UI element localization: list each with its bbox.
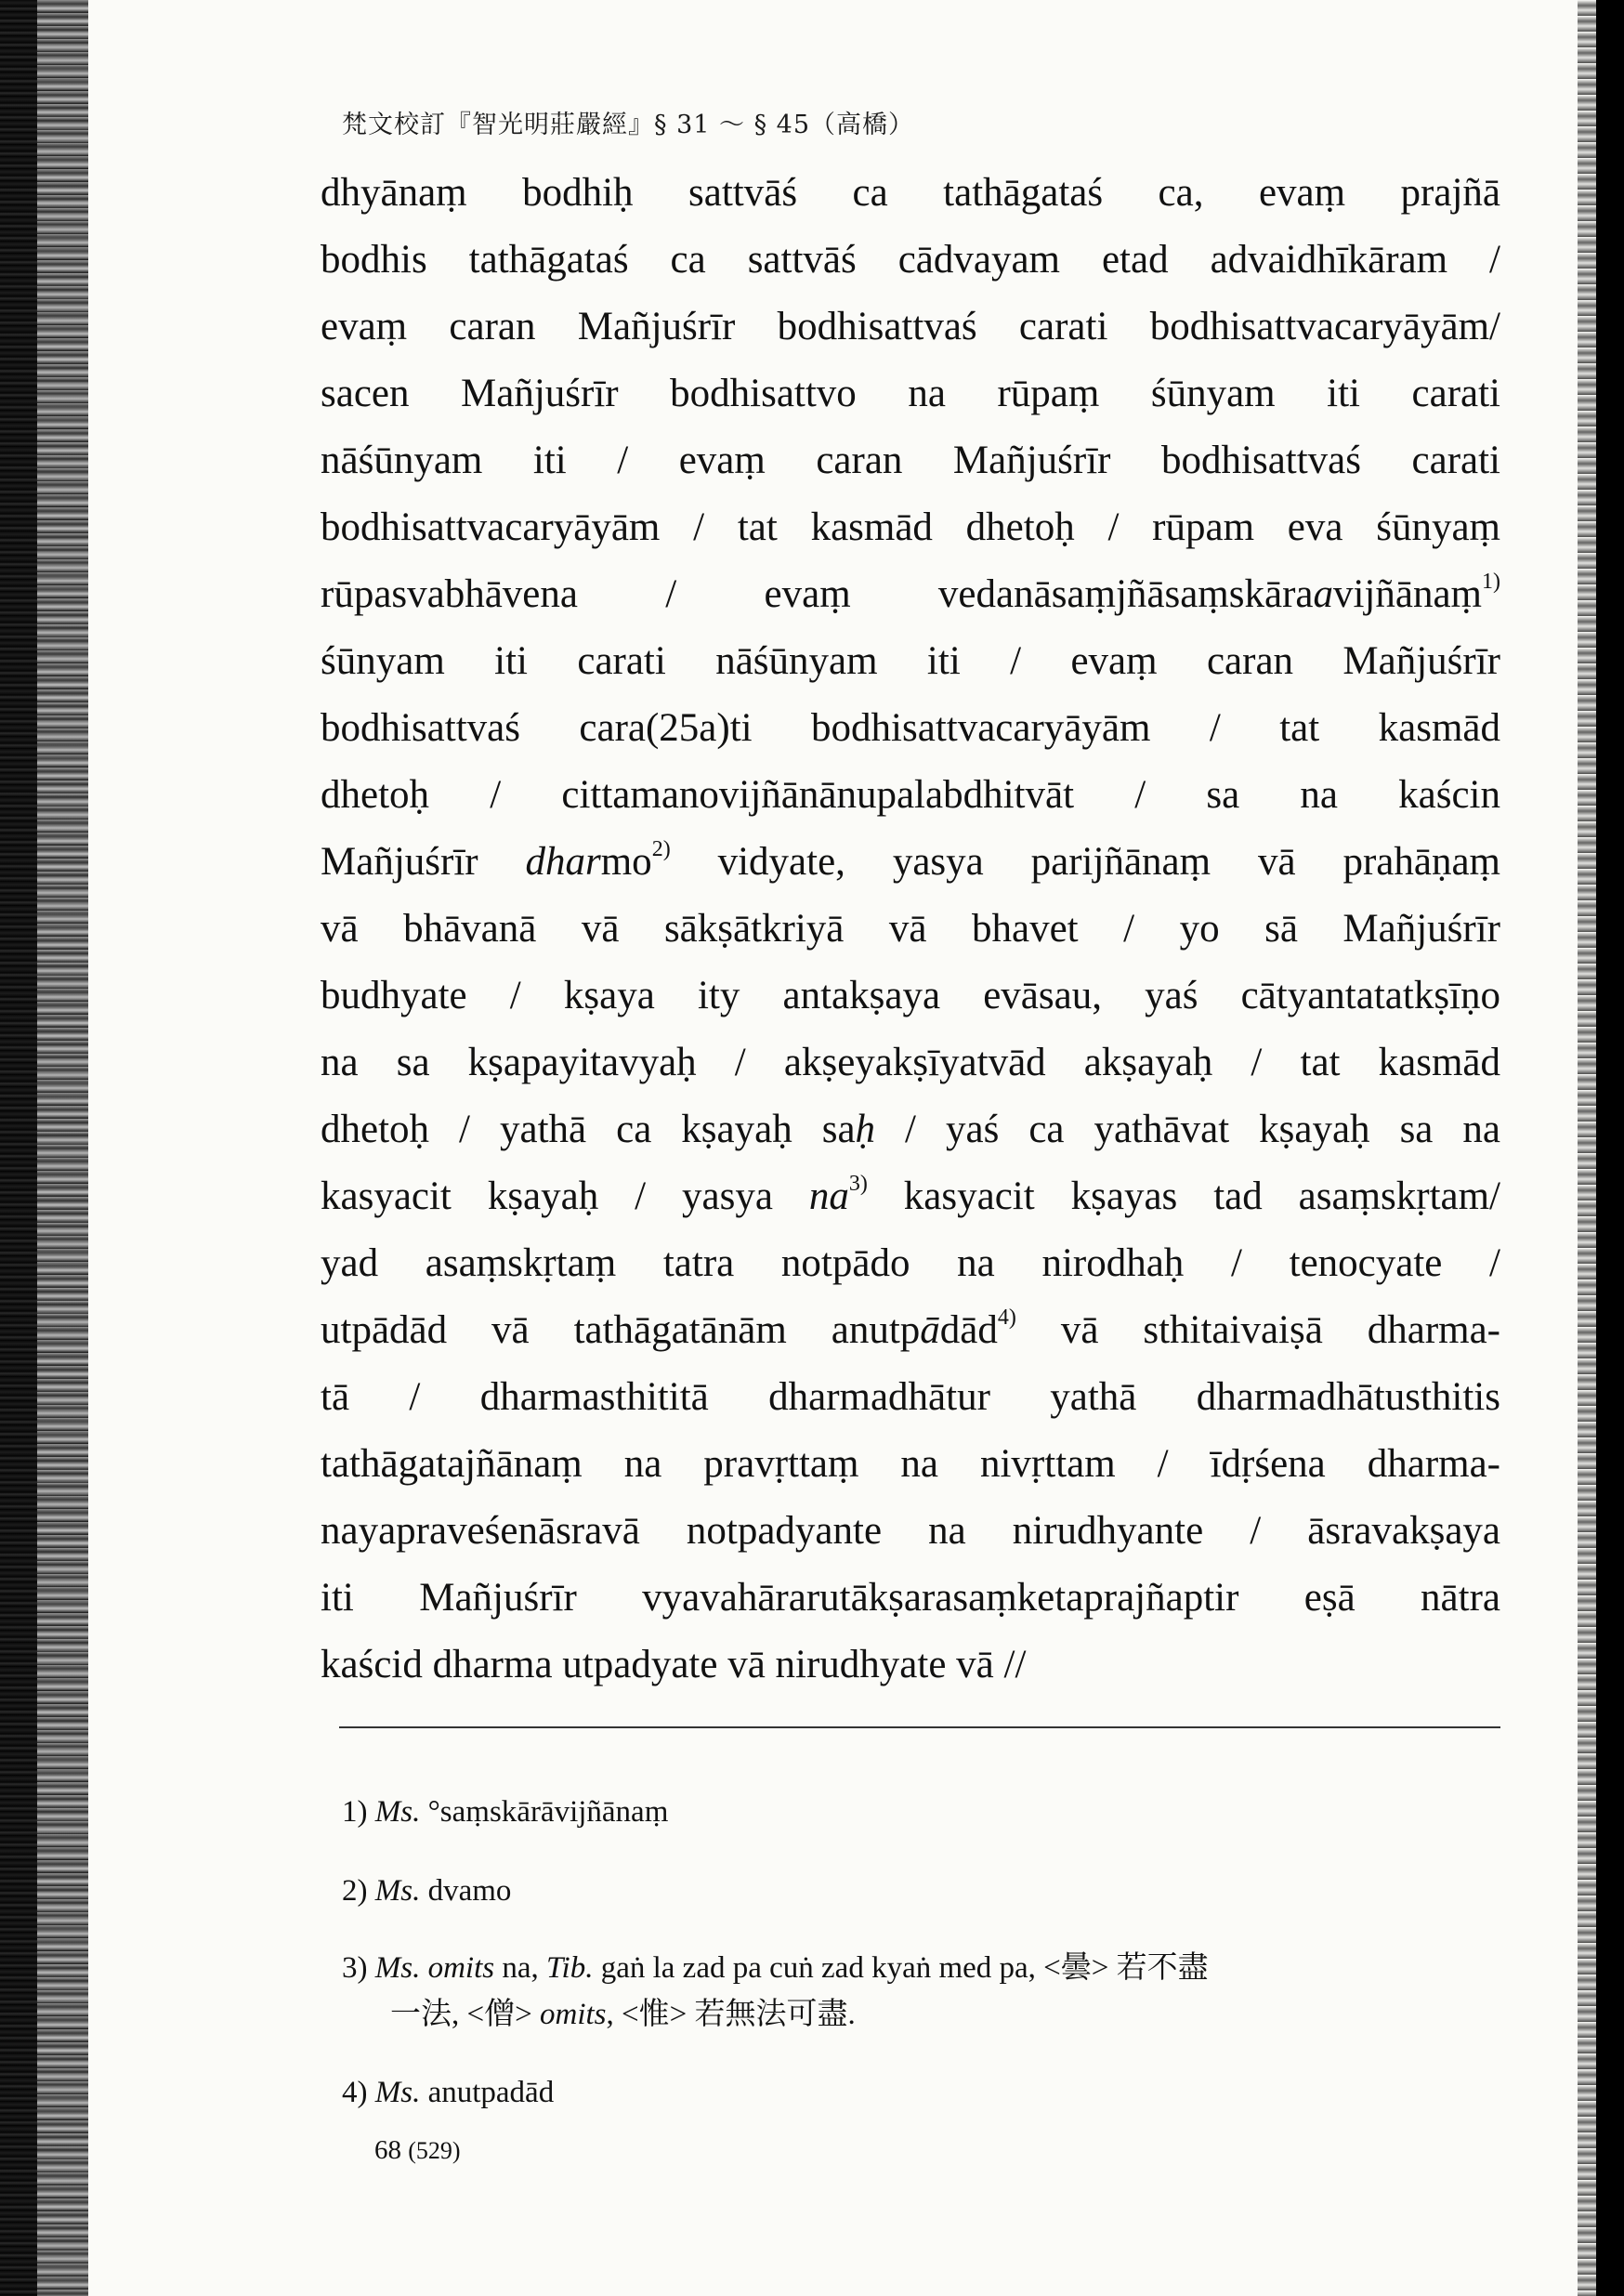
text-line: kasyacit kṣayaḥ / yasya $na^{3)}$ kasyacit kṣayas tad asaṃskṛtam/ (321, 1172, 1500, 1218)
text-line: bodhisattvacaryāyām / tat kasmād dhetoḥ / rūpam eva śūnyaṃ (321, 505, 1500, 549)
text-line: budhyate / kṣaya ity antakṣaya evāsau, yaś cātyantatatkṣīṇo (321, 974, 1500, 1017)
text-line: vā bhāvanā vā sākṣātkriyā vā bhavet / yo sā Mañjuśrīr (321, 907, 1500, 951)
scan-left-edge (0, 0, 88, 2296)
footnote-ref: 2) (651, 837, 671, 861)
footnote-ref: 4) (997, 1305, 1016, 1330)
text-line: evaṃ caran Mañjuśrīr bodhisattvaś carati bodhisattvacaryāyām/ (321, 305, 1500, 348)
text-line: sacen Mañjuśrīr bodhisattvo na rūpaṃ śūnyam iti carati (321, 372, 1500, 415)
text-line: dhetoḥ / yathā ca kṣayaḥ saḥ / yaś ca yathāvat kṣayaḥ sa na (321, 1108, 1500, 1151)
text-line: dhyānaṃ bodhiḥ sattvāś ca tathāgataś ca, evaṃ prajñā (321, 171, 1500, 215)
text-line: tā / dharmasthititā dharmadhātur yathā dharmadhātusthitis (321, 1375, 1500, 1419)
footnote-1: 1) Ms. °saṃskārāvijñānaṃ (342, 1795, 669, 1829)
text-line: utpādād vā tathāgatānām anutpādād$^{4)}$ vā sthitaivaiṣā dharma- (321, 1305, 1500, 1352)
text-line: iti Mañjuśrīr vyavahārarutākṣarasaṃketaprajñaptir eṣā nātra (321, 1576, 1500, 1620)
text-line: nāśūnyam iti / evaṃ caran Mañjuśrīr bodhisattvaś carati (321, 439, 1500, 482)
main-text (321, 160, 1500, 1699)
text-line: Mañjuśrīr dharmo$^{2)}$ vidyate, yasya parijñānaṃ vā prahāṇaṃ (321, 837, 1500, 884)
text-line: bodhisattvaś cara(25a)ti bodhisattvacaryāyām / tat kasmād (321, 706, 1500, 750)
text-line: rūpasvabhāvena / evaṃ vedanāsaṃjñāsaṃskāraavijñānaṃ$^{1)}$ (321, 570, 1500, 616)
text-line: śūnyam iti carati nāśūnyam iti / evaṃ caran Mañjuśrīr (321, 639, 1500, 683)
footnote-2: 2) Ms. dvamo (342, 1874, 512, 1908)
running-header: 梵文校訂『智光明莊嚴經』§ 31 ～ § 45（高橋） (342, 111, 915, 139)
footnote-ref: 1) (1482, 570, 1500, 594)
footnote-4: 4) Ms. anutpadād (342, 2076, 555, 2109)
scan-right-edge (1596, 0, 1624, 2296)
text-line: dhetoḥ / cittamanovijñānānupalabdhitvāt / sa na kaścin (321, 773, 1500, 817)
text-line: nayapraveśenāsravā notpadyante na nirudhyante / āsravakṣaya (321, 1509, 1500, 1553)
text-line: bodhis tathāgataś ca sattvāś cādvayam etad advaidhīkāram / (321, 238, 1500, 282)
text-line: yad asaṃskṛtaṃ tatra notpādo na nirodhaḥ / tenocyate / (321, 1241, 1500, 1285)
footnote-ref: 3) (848, 1172, 868, 1196)
text-line: na sa kṣapayitavyaḥ / akṣeyakṣīyatvād akṣayaḥ / tat kasmād (321, 1041, 1500, 1084)
text-line: kaścid dharma utpadyate vā nirudhyate vā // (321, 1643, 1027, 1686)
footnote-3: 3) Ms. omits na, Tib. gaṅ la zad pa cuṅ zad kyaṅ med pa, <曇> 若不盡 一法, <僧> omits, <惟> 若無法可盡. (342, 1951, 1209, 2031)
page-number: 68 (529) (374, 2135, 461, 2165)
footnote-divider (339, 1726, 1500, 1728)
text-line: tathāgatajñānaṃ na pravṛttaṃ na nivṛttam / īdṛśena dharma- (321, 1442, 1500, 1486)
